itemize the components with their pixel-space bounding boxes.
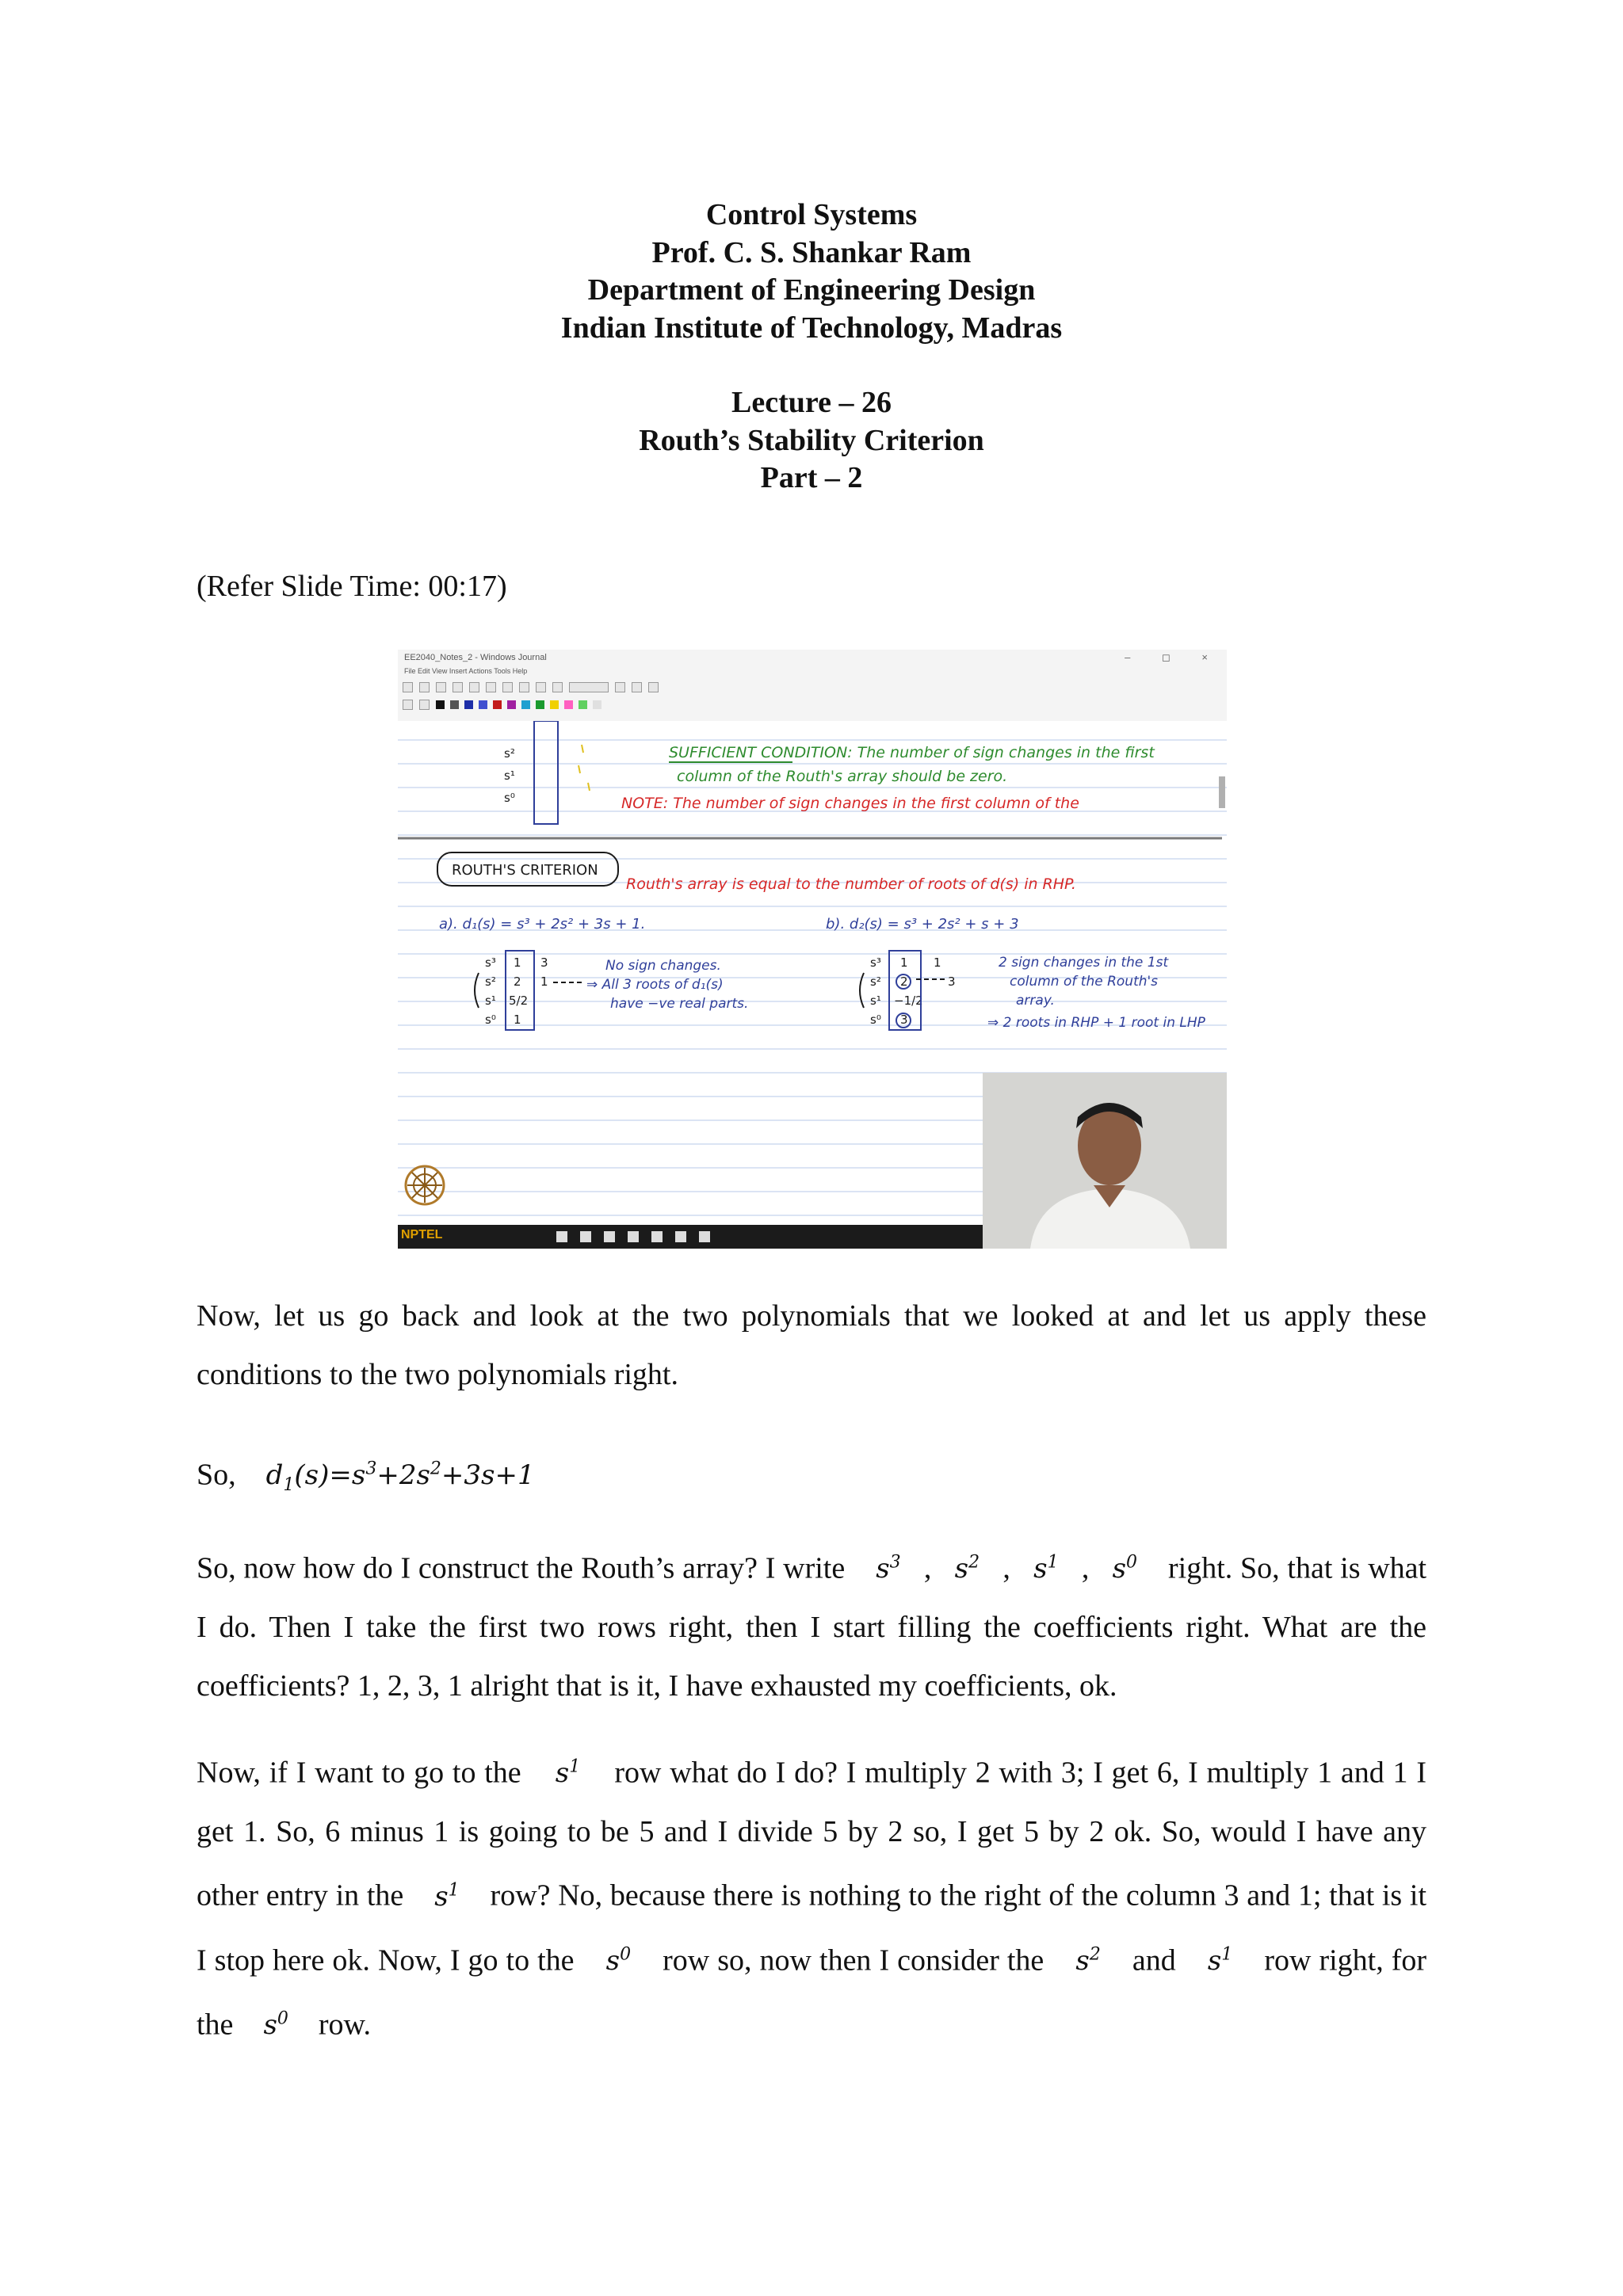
eq-sub: 1 (283, 1475, 295, 1496)
professor-name: Prof. C. S. Shankar Ram (651, 235, 972, 269)
b-note-1: 2 sign changes in the 1st (999, 955, 1169, 971)
b-power-s2: s² (870, 974, 881, 989)
p3-text-b: right. So, that is what I do. Then I take the first two rows right, then I start filling the coefficients right. What are the coefficients? 1, 2, 3, 1 alright that is it, I have exhausted my coefficients, ok. (197, 1551, 1427, 1703)
color-palette (403, 697, 735, 711)
save-icon (436, 682, 446, 692)
p3-s3: $s^3$ (876, 1553, 901, 1585)
note-line2: Routh's array is equal to the number of roots of d(s) in RHP. (626, 875, 1076, 893)
top-power-s1: s¹ (504, 769, 515, 783)
search-icon (469, 682, 479, 692)
swatch-yellow (550, 700, 559, 709)
swatch-blue (479, 700, 487, 709)
nptel-wordmark: NPTEL (401, 1228, 443, 1241)
b-col1-r2: 2 (900, 974, 908, 989)
pdf-icon (651, 1231, 663, 1242)
highlighter-icon (615, 682, 625, 692)
swatch-pink (564, 700, 573, 709)
b-col2-r1: 1 (934, 955, 941, 970)
top-power-s2: s² (504, 746, 515, 761)
lecturer-webcam (983, 1073, 1227, 1249)
new-icon (403, 682, 413, 692)
redo-icon (552, 682, 563, 692)
course-title: Control Systems (705, 198, 918, 231)
journal-icon (675, 1231, 686, 1242)
journal-window-chrome (398, 650, 1227, 721)
eq-r3: +3s+1 (441, 1459, 535, 1492)
window-title: EE2040_Notes_2 - Windows Journal (404, 653, 547, 662)
taskbar-apps (556, 1231, 720, 1246)
p4-text-a: Now, if I want to go to the (197, 1756, 521, 1790)
p3-s0: $s^0$ (1112, 1553, 1138, 1585)
paragraph-3: So, now how do I construct the Routh’s array? I write $s^3$ , $s^2$ , $s^1$ , $s^0$ right. So, that is what I do. Then I take the first two rows right, then I start filling the coefficients right. What are the coefficients? 1, 2, 3, 1 alright that is it, I have exhausted my coefficients, ok. (197, 1551, 1427, 1703)
p4-text-f: row. (318, 2008, 372, 2042)
a-note-2: ⇒ All 3 roots of d₁(s) (586, 977, 724, 993)
b-note-4: ⇒ 2 roots in RHP + 1 root in LHP (987, 1015, 1205, 1031)
p4-s1-a: $s^1$ (555, 1757, 581, 1790)
example-a-polynomial: a). d₁(s) = s³ + 2s² + 3s + 1. (439, 916, 646, 933)
swatch-gray (450, 700, 459, 709)
a-col1-r4: 1 (514, 1013, 521, 1027)
p4-s1-b: $s^1$ (434, 1880, 460, 1913)
a-power-s0: s⁰ (485, 1013, 496, 1027)
select-icon (519, 682, 529, 692)
institute: Indian Institute of Technology, Madras (560, 311, 1063, 345)
menu-bar: File Edit View Insert Actions Tools Help (404, 667, 528, 675)
b-col2-r2: 3 (948, 974, 956, 989)
paragraph-4 (197, 1738, 1426, 2054)
b-power-s3: s³ (870, 955, 881, 970)
a-power-s2: s² (485, 974, 496, 989)
swatch-green (536, 700, 544, 709)
p4-s0-a: $s^0$ (605, 1944, 632, 1977)
criterion-label: ROUTH'S CRITERION (452, 862, 598, 879)
sufficient-condition-line2: column of the Routh's array should be zero. (677, 768, 1008, 785)
eq-sup2: 2 (430, 1459, 441, 1479)
department: Department of Engineering Design (587, 273, 1036, 307)
chrome-icon (699, 1231, 710, 1242)
explorer-icon (604, 1231, 615, 1242)
undo-icon (536, 682, 546, 692)
a-note-1: No sign changes. (605, 958, 721, 974)
eq-r2: +2s (376, 1459, 430, 1492)
sufficient-condition-line1: SUFFICIENT CONDITION: The number of sign changes in the first (669, 744, 1155, 761)
a-power-s1: s¹ (485, 994, 496, 1008)
document-header (0, 196, 1623, 498)
eq-r1: (s)=s (294, 1459, 366, 1492)
journal-toolbar (403, 680, 735, 694)
edge-icon (580, 1231, 591, 1242)
pointer-icon (648, 682, 659, 692)
italic-icon (419, 700, 430, 710)
b-col1-r3: −1/2 (894, 994, 923, 1008)
refer-slide-time: (Refer Slide Time: 00:17) (197, 570, 507, 603)
a-col2-r1: 3 (540, 955, 548, 970)
equation-d1 (265, 1459, 535, 1496)
swatch-purple (507, 700, 516, 709)
p4-s0-b: $s^0$ (263, 2008, 288, 2042)
scrollbar-thumb (1219, 776, 1225, 808)
p3-text-a: So, now how do I construct the Routh’s array? I write (197, 1551, 846, 1585)
paragraph-1: Now, let us go back and look at the two polynomials that we looked at and let us apply these conditions to the two polynomials right. (197, 1299, 1426, 1391)
search-icon (556, 1231, 567, 1242)
slide-image (398, 650, 1227, 1249)
note-line1: NOTE: The number of sign changes in the first column of the (621, 795, 1079, 812)
a-power-s3: s³ (485, 955, 496, 970)
eraser-icon (502, 682, 513, 692)
a-col1-r3: 5/2 (509, 994, 529, 1008)
swatch-navy (464, 700, 473, 709)
eq-sup3: 3 (365, 1459, 377, 1479)
top-array-box (534, 721, 558, 824)
lasso-icon (632, 682, 642, 692)
store-icon (628, 1231, 639, 1242)
p4-and: and (1132, 1943, 1176, 1977)
p2-prefix: So, (197, 1458, 236, 1492)
lecture-part: Part – 2 (760, 461, 863, 494)
print-icon (453, 682, 463, 692)
b-note-3: array. (1016, 993, 1055, 1009)
bold-icon (403, 700, 413, 710)
lecture-number: Lecture – 26 (731, 386, 892, 419)
p3-s2: $s^2$ (954, 1553, 980, 1585)
p4-s1-c: $s^1$ (1207, 1944, 1233, 1977)
a-col2-r2: 1 (540, 974, 548, 989)
a-note-3: have −ve real parts. (610, 996, 749, 1012)
b-col1-r1: 1 (900, 955, 908, 970)
example-b-polynomial: b). d₂(s) = s³ + 2s² + s + 3 (826, 916, 1019, 933)
b-note-2: column of the Routh's (1010, 974, 1159, 990)
p3-s1: $s^1$ (1033, 1553, 1059, 1585)
p4-s2: $s^2$ (1075, 1944, 1101, 1977)
a-col1-r2: 2 (514, 974, 521, 989)
b-power-s1: s¹ (870, 994, 881, 1008)
p4-text-b: row what do I do? I multiply 2 with 3; I get 6, I multiply 1 and 1 I get 1. So, 6 minus 1 is going to be 5 and I divide 5 by 2 so, I get 5 by 2 ok. So, would I have any other entry in the (197, 1756, 1426, 1913)
a-col1-r1: 1 (514, 955, 521, 970)
p4-text-e: row right, for the (197, 1943, 1427, 2042)
swatch-light-gray (593, 700, 601, 709)
swatch-red (493, 700, 502, 709)
nptel-emblem (403, 1163, 447, 1207)
lecture-title: Routh’s Stability Criterion (639, 423, 984, 457)
p4-text-c: row? No, because there is nothing to the right of the column 3 and 1; that is it I stop here ok. Now, I go to the (197, 1878, 1427, 1977)
page-width-select (569, 682, 609, 692)
swatch-light-green (579, 700, 587, 709)
swatch-cyan (521, 700, 530, 709)
p4-text-d: row so, now then I consider the (663, 1943, 1044, 1977)
eq-d: d (265, 1459, 284, 1492)
window-controls: – ◻ × (1125, 651, 1222, 663)
open-icon (419, 682, 430, 692)
paragraph-2 (197, 1440, 1426, 1515)
b-col1-r4: 3 (900, 1013, 908, 1027)
b-power-s0: s⁰ (870, 1013, 881, 1027)
swatch-black (436, 700, 445, 709)
top-power-s0: s⁰ (504, 791, 515, 805)
pen-icon (486, 682, 496, 692)
